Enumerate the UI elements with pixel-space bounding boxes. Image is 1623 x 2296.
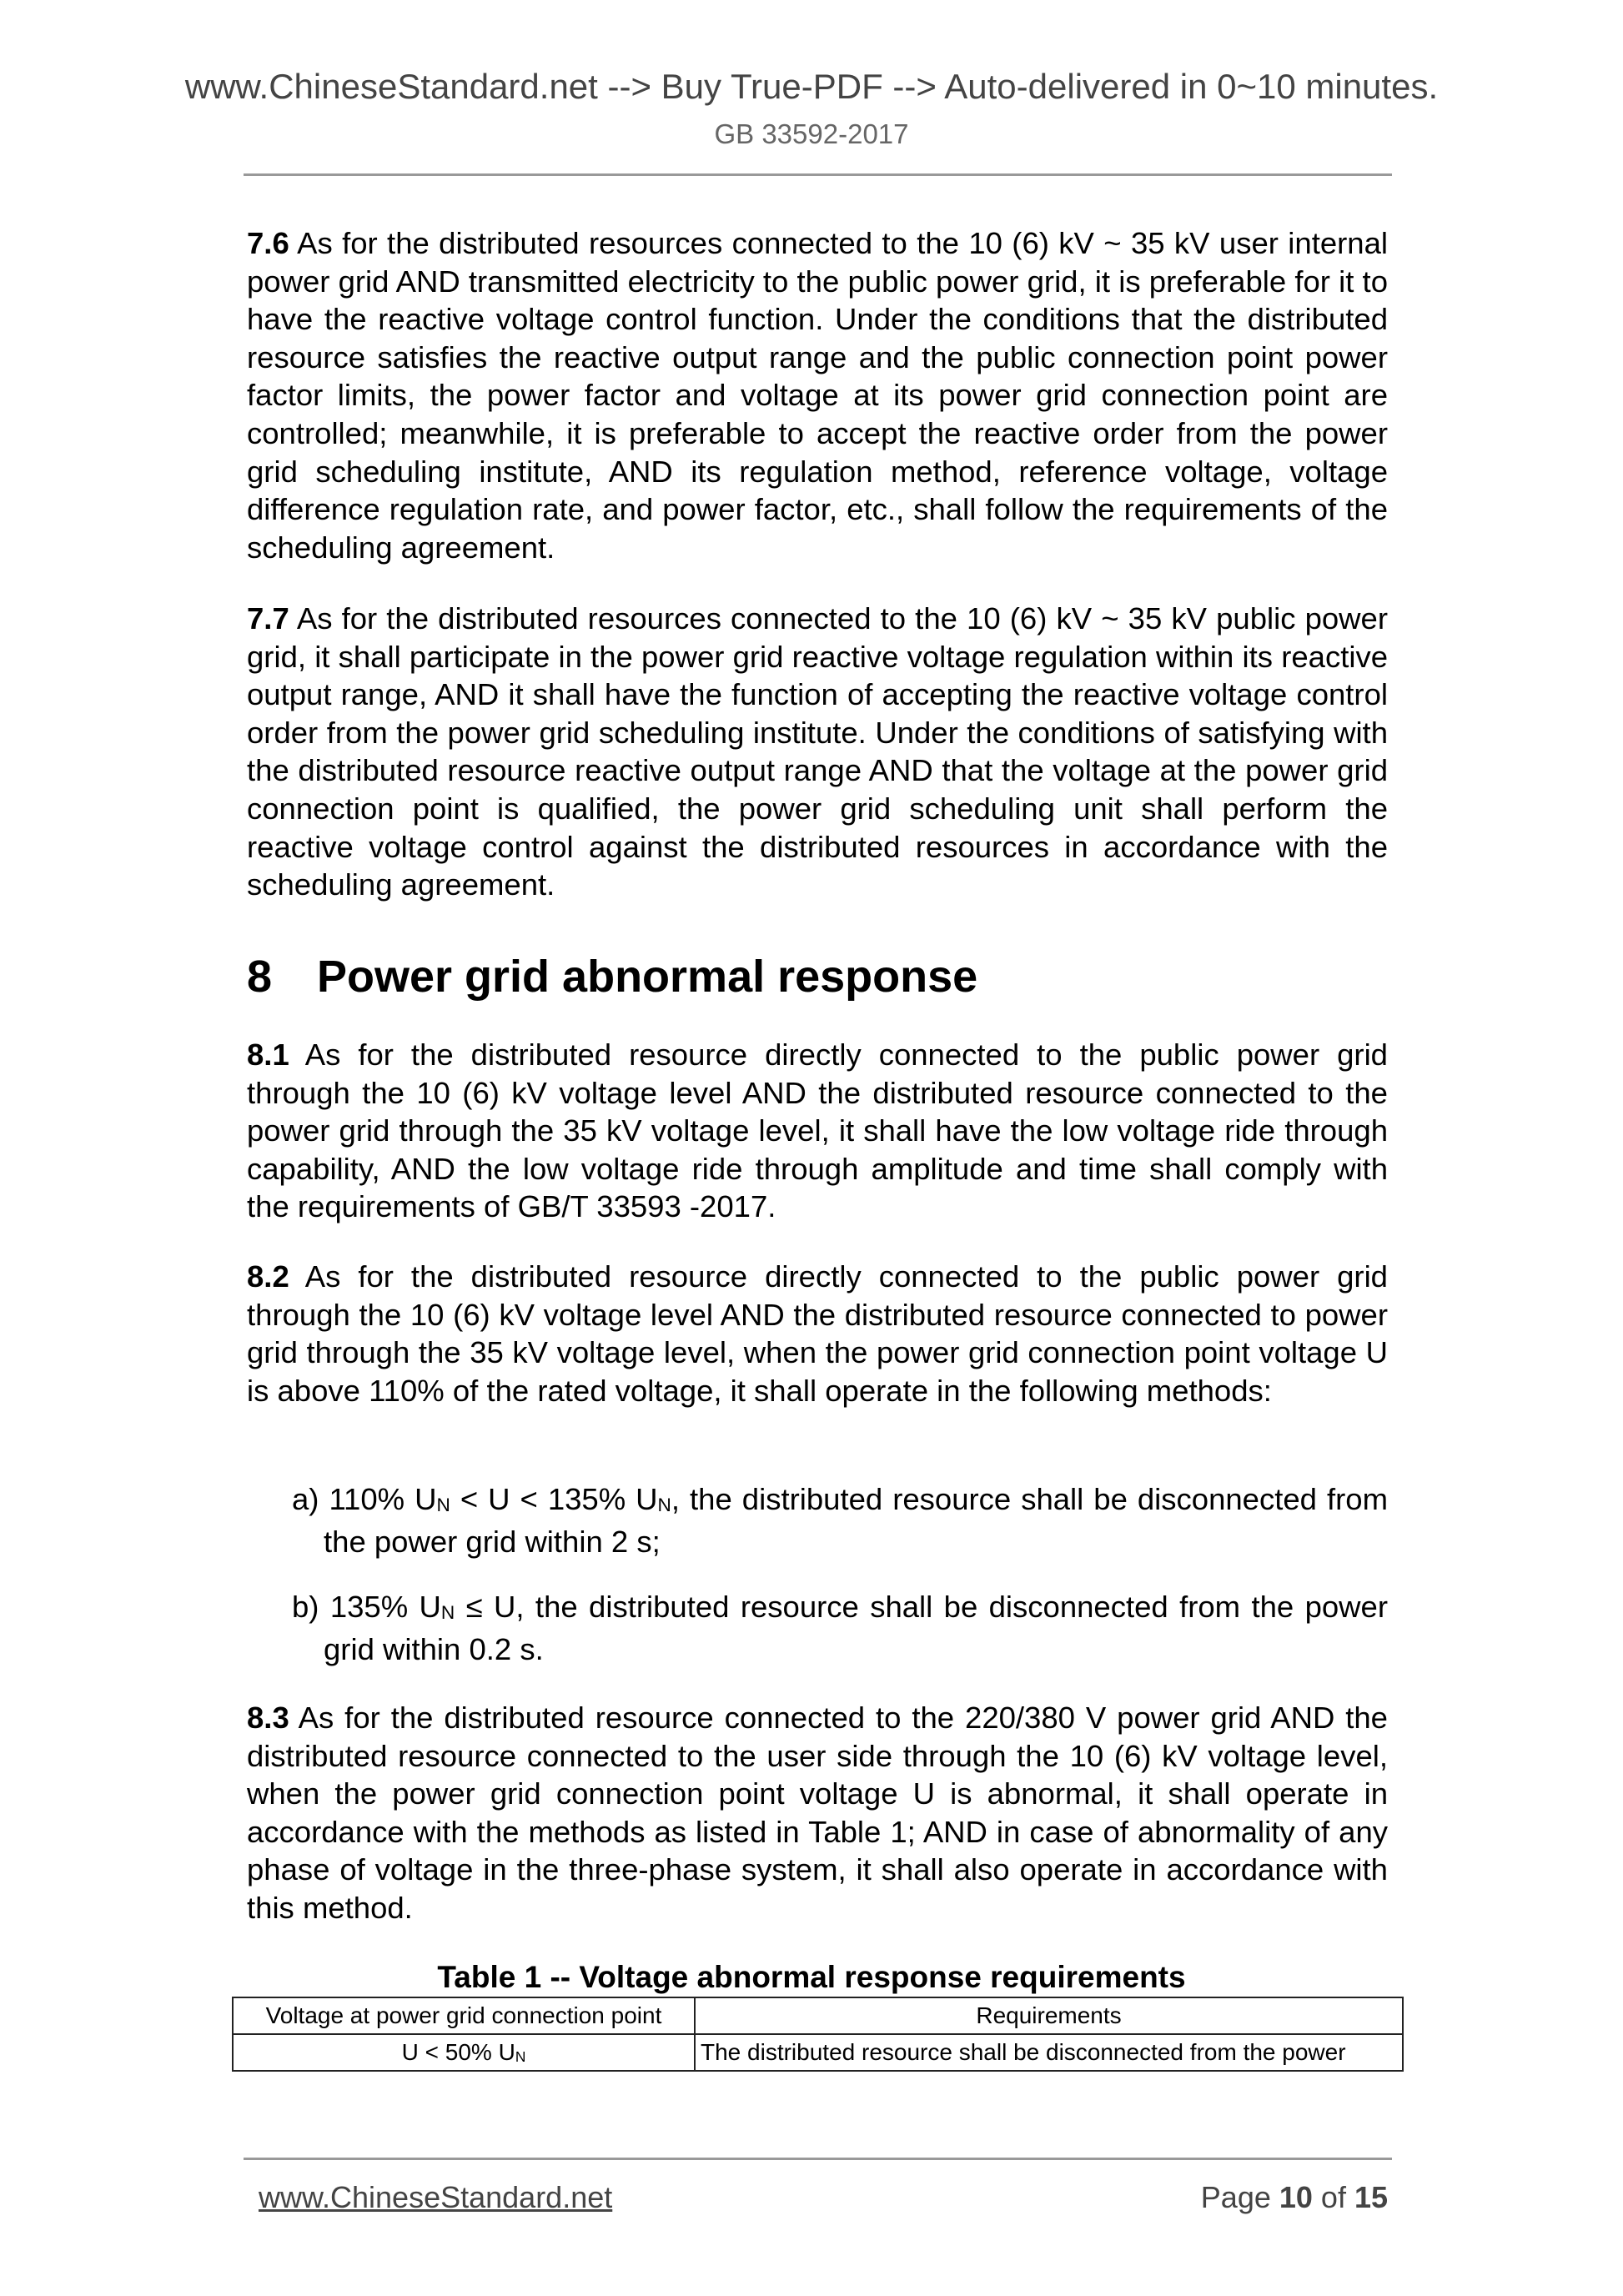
table-row	[233, 2034, 1403, 2071]
header-cell: Voltage at power grid connection point	[233, 1997, 695, 2034]
clause-text: As for the distributed resource directly connected to the public power grid through the 10 (6) kV voltage level AND the distributed resource connected to power grid through the 35 kV voltage level, when the power grid connection point voltage U is above 110% of the rated voltage, it shall operate in the following methods:	[247, 1259, 1388, 1408]
table-title: Table 1 -- Voltage abnormal response requirements	[437, 1960, 1186, 1994]
page-of: of	[1312, 2180, 1354, 2214]
clause-text: As for the distributed resources connected to the 10 (6) kV ~ 35 kV user internal power grid AND transmitted electricity to the public power grid, it is preferable for it to have the reactive voltage control function. Under the conditions that the distributed resource satisfies the reactive output range and the public connection point power factor limits, the power factor and voltage at its power grid connection point are controlled; meanwhile, it is preferable to accept the reactive order from the power grid scheduling institute, AND its regulation method, reference voltage, voltage difference regulation rate, and power factor, etc., shall follow the requirements of the scheduling agreement.	[247, 226, 1388, 565]
item-text: < U < 135% U	[450, 1482, 658, 1516]
clause-8-3	[247, 1699, 1388, 1927]
table-cell	[233, 2034, 695, 2071]
subscript: N	[436, 1495, 450, 1516]
page-total: 15	[1354, 2180, 1388, 2214]
list-item-b	[292, 1588, 1388, 1668]
list-item-a	[292, 1480, 1388, 1560]
clause-number: 8.3	[247, 1701, 289, 1735]
clause-8-2	[247, 1258, 1388, 1409]
item-text: ≤ U, the distributed resource shall be disconnected from the power grid within 0.2 s.	[324, 1590, 1388, 1666]
clause-number: 7.7	[247, 601, 289, 636]
standard-number: GB 33592-2017	[714, 118, 909, 149]
table-cell: The distributed resource shall be disconnected from the power	[695, 2034, 1403, 2071]
page-indicator	[1201, 2180, 1388, 2215]
header-divider	[244, 173, 1392, 176]
clause-7-6	[247, 224, 1388, 566]
page-label: Page	[1200, 2180, 1279, 2214]
table-header-row	[233, 1997, 1403, 2034]
page-number: 10	[1279, 2180, 1313, 2214]
section-number: 8	[247, 952, 273, 1002]
footer-link[interactable]: www.ChineseStandard.net	[259, 2180, 613, 2214]
item-text: b) 135% U	[292, 1590, 441, 1624]
clause-7-7	[247, 600, 1388, 904]
header-banner: www.ChineseStandard.net --> Buy True-PDF --> Auto-delivered in 0~10 minutes.	[184, 67, 1439, 106]
clause-number: 8.1	[247, 1037, 289, 1072]
footer-divider	[244, 2158, 1392, 2160]
section-heading	[247, 951, 977, 1002]
clause-number: 7.6	[247, 226, 289, 260]
subscript: N	[515, 2047, 526, 2065]
clause-text: As for the distributed resource directly connected to the public power grid through the 10 (6) kV voltage level AND the distributed resource connected to the power grid through the 35 kV voltage level, it shall have the low voltage ride through capability, AND the low voltage ride through amplitude and time shall comply with the requirements of GB/T 33593 -2017.	[247, 1037, 1388, 1224]
header-cell: Requirements	[695, 1997, 1403, 2034]
subscript: N	[440, 1602, 455, 1624]
item-text: a) 110% U	[292, 1482, 437, 1516]
cell-text: U < 50% U	[401, 2039, 515, 2065]
item-text: , the distributed resource shall be disconnected from the power grid within 2 s;	[324, 1482, 1388, 1559]
voltage-response-table	[232, 1997, 1404, 2072]
clause-text: As for the distributed resources connected to the 10 (6) kV ~ 35 kV public power grid, it shall participate in the power grid reactive voltage regulation within its reactive output range, AND it shall have the function of accepting the reactive voltage control order from the power grid scheduling institute. Under the conditions of satisfying with the distributed resource reactive output range AND that the voltage at the power grid connection point is qualified, the power grid scheduling unit shall perform the reactive voltage control against the distributed resources in accordance with the scheduling agreement.	[247, 601, 1388, 902]
clause-8-1	[247, 1036, 1388, 1226]
clause-text: As for the distributed resource connected to the 220/380 V power grid AND the distributed resource connected to the user side through the 10 (6) kV voltage level, when the power grid connection point voltage U is abnormal, it shall operate in accordance with the methods as listed in Table 1; AND in case of abnormality of any phase of voltage in the three-phase system, it shall also operate in accordance with this method.	[247, 1701, 1388, 1925]
subscript: N	[657, 1495, 671, 1516]
section-title: Power grid abnormal response	[317, 952, 978, 1002]
clause-number: 8.2	[247, 1259, 289, 1294]
